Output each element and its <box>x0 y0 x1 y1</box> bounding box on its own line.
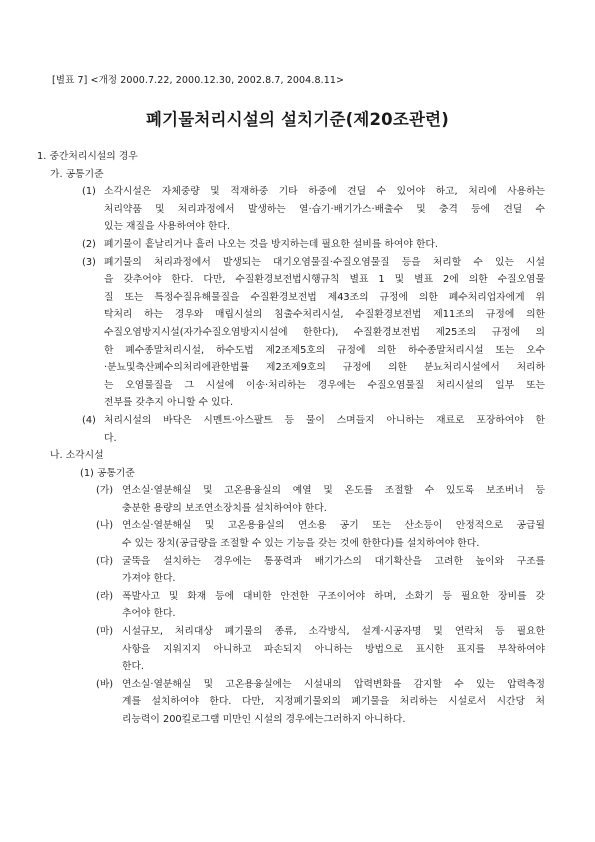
item-number: (2) <box>82 238 96 250</box>
text-line: ·분뇨및축산폐수의처리에관한법률 제2조제9호의 규정에 의한 분뇨처리시설에서 처리하 <box>104 362 545 374</box>
list-item <box>0 183 545 236</box>
item-text <box>122 482 545 517</box>
text-line: 한다. <box>122 661 145 673</box>
text-line: 폐기물의 처리과정에서 발생되는 대기오염물질·수질오염물질 등을 처리할 수 있는 시설 <box>104 256 545 268</box>
page-title: 폐기물처리시설의 설치기준(제20조관련) <box>145 110 449 129</box>
incineration-standards-list <box>0 482 595 728</box>
subsection-heading-incineration: 나. 소각시설 <box>50 450 104 462</box>
item-text <box>104 183 545 236</box>
list-item <box>0 236 545 254</box>
text-line: 리능력이 200킬로그램 미만인 시설의 경우에는그러하지 아니하다. <box>122 714 406 725</box>
text-line: 연소실·열분해실 및 고온용융실의 연소용 공기 또는 산소등이 안정적으로 공급될 <box>122 520 545 532</box>
text-line: 계를 설치하여야 한다. 다만, 지정폐기물외의 폐기물을 처리하는 시설로서 시간당 처 <box>122 696 545 708</box>
text-line: 충분한 용량의 보조연소장치를 설치하여야 한다. <box>122 502 327 514</box>
text-line: 폐기물이 흩날리거나 흘러 나오는 것을 방지하는데 필요한 설비를 하여야 한다. <box>104 238 438 250</box>
text-line: 탁처리 하는 경우와 매립시설의 침출수처리시설, 수질환경보전법 제11조의 규정에 의한 <box>104 309 545 321</box>
text-line: 소각시설은 자체중량 및 적재하중 기타 하중에 견딜 수 있어야 하고, 처리에 사용하는 <box>104 186 545 198</box>
text-line: 연소실·열분해실 및 고온용융실에는 시설내의 압력변화를 감지할 수 있는 압력측정 <box>122 678 545 690</box>
item-text <box>122 676 545 729</box>
text-line: 사항을 지워지지 아니하고 파손되지 아니하는 방법으로 표시한 표지를 부착하여야 <box>122 643 545 655</box>
item-text <box>122 553 545 588</box>
list-item <box>0 553 545 588</box>
text-line: 가져야 한다. <box>122 573 176 585</box>
text-line: 한 폐수종말처리시설, 하수도법 제2조제5호의 규정에 의한 하수종말처리시설 또는 오수 <box>104 344 545 356</box>
text-line: 을 갖추어야 한다. 다만, 수질환경보전법시행규칙 별표 1 및 별표 2에 의한 수질오염물 <box>104 274 545 286</box>
item-text <box>122 588 545 623</box>
annex-header: [별표 7] <개정 2000.7.22, 2000.12.30, 2002.8.7, 2004.8.11> <box>52 75 345 86</box>
text-line: 시설규모, 처리대상 폐기물의 종류, 소각방식, 설계·시공자명 및 연락처 등 필요한 <box>122 626 545 638</box>
text-line: 다. <box>104 432 117 444</box>
document-body <box>0 148 595 729</box>
list-item <box>0 588 545 623</box>
list-item <box>0 412 545 447</box>
item-text <box>122 517 545 552</box>
list-item <box>0 482 545 517</box>
item-text <box>122 623 545 676</box>
incineration-common-heading: (1) 공통기준 <box>80 467 135 479</box>
text-line: 폭발사고 및 화재 등에 대비한 안전한 구조이어야 하며, 소화기 등 필요한 장비를 갖 <box>122 590 545 602</box>
text-line: 수질오염방지시설(자가수질오염방지시설에 한한다), 수질환경보전법 제25조의 규정에 의 <box>104 326 545 338</box>
list-item <box>0 676 545 729</box>
text-line: 처리시설의 바닥은 시멘트·아스팔트 등 물이 스며들지 아니하는 재료로 포장하여야 한 <box>104 414 545 426</box>
subsection-heading-common: 가. 공통기준 <box>50 168 104 180</box>
text-line: 굴뚝을 설치하는 경우에는 통풍력과 배기가스의 대기확산을 고려한 높이와 구조를 <box>122 555 545 567</box>
text-line: 있는 재질을 사용하여야 한다. <box>104 221 231 233</box>
text-line: 수 있는 장치(공급량을 조절할 수 있는 기능을 갖는 것에 한한다)를 설치하여야 한다. <box>122 538 480 550</box>
common-standards-list <box>0 183 595 447</box>
item-number: (4) <box>82 414 96 426</box>
list-item <box>0 517 545 552</box>
list-item <box>0 254 545 412</box>
item-number: (다) <box>96 555 114 567</box>
text-line: 는 오염물질을 그 시설에 이송·처리하는 경우에는 수질오염물질 처리시설의 일부 또는 <box>104 379 545 391</box>
text-line: 연소실·열분해실 및 고온용융실의 예열 및 온도를 조절할 수 있도록 보조버너 등 <box>122 485 545 497</box>
item-number: (1) <box>82 186 96 198</box>
item-number: (바) <box>96 678 114 690</box>
item-number: (3) <box>82 256 96 268</box>
list-item <box>0 623 545 676</box>
item-text <box>104 412 545 447</box>
section-heading: 1. 중간처리시설의 경우 <box>37 151 138 162</box>
text-line: 질 또는 특정수질유해물질을 수질환경보전법 제43조의 규정에 의한 폐수처리업자에게 위 <box>104 291 545 303</box>
item-number: (마) <box>96 626 114 638</box>
text-line: 처리약품 및 처리과정에서 발생하는 열·습기·배기가스·배출수 및 충격 등에 견딜 수 <box>104 203 545 215</box>
item-number: (나) <box>96 520 114 532</box>
text-line: 전부를 갖추지 아니할 수 있다. <box>104 397 234 409</box>
item-number: (가) <box>96 485 114 497</box>
text-line: 추어야 한다. <box>122 608 176 620</box>
item-text <box>104 254 545 412</box>
item-number: (라) <box>96 590 114 602</box>
item-text <box>104 236 545 254</box>
